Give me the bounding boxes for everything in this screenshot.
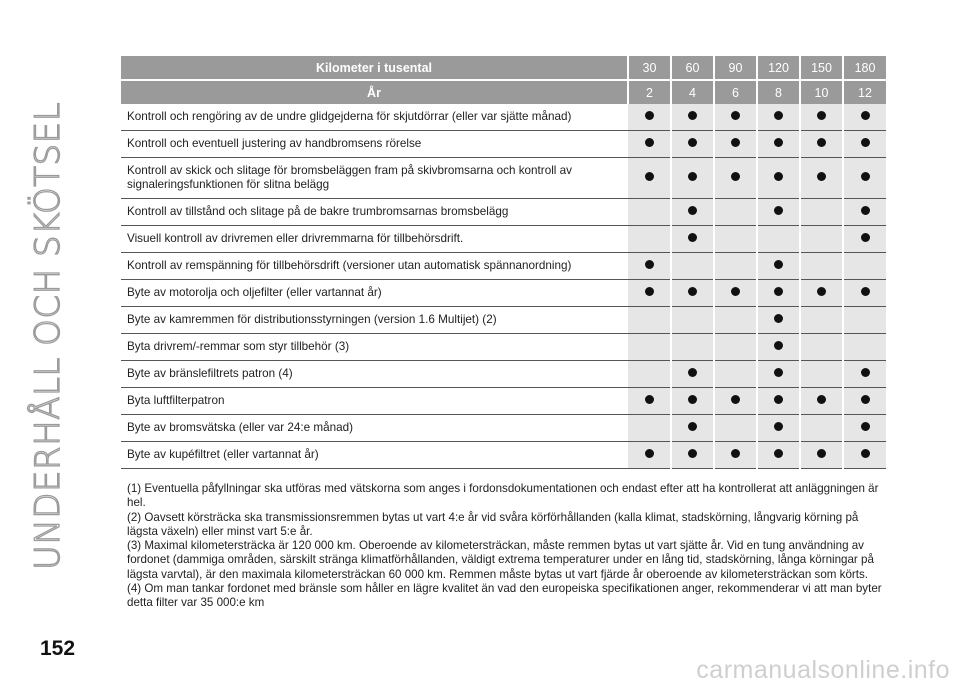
year-header-cell: 4 [671,80,714,104]
interval-cell [800,442,843,469]
scheduled-dot-icon [688,206,697,215]
interval-cell [714,253,757,280]
year-header-cell: 2 [628,80,671,104]
interval-cell [843,334,886,361]
scheduled-dot-icon [774,111,783,120]
task-description: Byta luftfilterpatron [121,388,628,415]
scheduled-dot-icon [774,395,783,404]
scheduled-dot-icon [731,287,740,296]
interval-cell [714,199,757,226]
interval-cell [671,334,714,361]
year-header-cell: 8 [757,80,800,104]
interval-cell [628,334,671,361]
schedule-body [121,104,886,469]
footnote: (2) Oavsett körsträcka ska transmissionsremmen bytas ut vart 4:e år vid svåra körförhållanden (kalla klimat, stadskörning, långvarig körning på lägsta växeln) eller minst vart 5:e år. [127,510,859,538]
interval-cell [714,442,757,469]
interval-cell [671,280,714,307]
scheduled-dot-icon [817,449,826,458]
table-row [121,442,886,469]
table-row [121,415,886,442]
interval-cell [757,199,800,226]
interval-cell [714,280,757,307]
interval-cell [628,388,671,415]
year-header-row [121,80,886,104]
table-row [121,158,886,199]
scheduled-dot-icon [861,287,870,296]
scheduled-dot-icon [861,395,870,404]
scheduled-dot-icon [774,260,783,269]
scheduled-dot-icon [817,138,826,147]
task-description: Kontroll och eventuell justering av handbromsens rörelse [121,131,628,158]
task-description: Byte av motorolja och oljefilter (eller vartannat år) [121,280,628,307]
interval-cell [757,280,800,307]
interval-cell [843,131,886,158]
km-header-cell: 90 [714,56,757,80]
table-row [121,199,886,226]
interval-cell [628,361,671,388]
scheduled-dot-icon [861,422,870,431]
scheduled-dot-icon [774,341,783,350]
scheduled-dot-icon [774,287,783,296]
scheduled-dot-icon [774,368,783,377]
scheduled-dot-icon [688,395,697,404]
maintenance-schedule-table [121,56,886,469]
scheduled-dot-icon [817,395,826,404]
scheduled-dot-icon [688,138,697,147]
interval-cell [628,226,671,253]
table-row [121,226,886,253]
task-description: Byte av bromsvätska (eller var 24:e månad) [121,415,628,442]
year-header-cell: 6 [714,80,757,104]
scheduled-dot-icon [774,172,783,181]
interval-cell [843,253,886,280]
scheduled-dot-icon [774,206,783,215]
table-row [121,131,886,158]
scheduled-dot-icon [645,449,654,458]
km-header-cell: 30 [628,56,671,80]
task-description: Byte av kamremmen för distributionsstyrningen (version 1.6 Multijet) (2) [121,307,628,334]
km-header-cell: 180 [843,56,886,80]
interval-cell [714,104,757,131]
interval-cell [671,361,714,388]
scheduled-dot-icon [774,314,783,323]
interval-cell [628,158,671,199]
interval-cell [800,253,843,280]
scheduled-dot-icon [861,206,870,215]
interval-cell [671,199,714,226]
task-description: Visuell kontroll av drivremen eller drivremmarna för tillbehörsdrift. [121,226,628,253]
scheduled-dot-icon [645,172,654,181]
interval-cell [800,361,843,388]
interval-cell [714,415,757,442]
table-row [121,280,886,307]
interval-cell [757,226,800,253]
interval-cell [800,307,843,334]
scheduled-dot-icon [774,449,783,458]
interval-cell [757,334,800,361]
interval-cell [628,280,671,307]
km-header-cell: 150 [800,56,843,80]
km-header-label: Kilometer i tusental [121,56,628,80]
interval-cell [628,442,671,469]
interval-cell [800,334,843,361]
task-description: Kontroll av remspänning för tillbehörsdrift (versioner utan automatisk spännanordning) [121,253,628,280]
interval-cell [800,199,843,226]
interval-cell [671,226,714,253]
scheduled-dot-icon [861,172,870,181]
scheduled-dot-icon [645,260,654,269]
year-header-label: År [121,80,628,104]
scheduled-dot-icon [645,111,654,120]
footnotes [127,482,887,611]
interval-cell [843,104,886,131]
scheduled-dot-icon [688,449,697,458]
scheduled-dot-icon [861,449,870,458]
scheduled-dot-icon [688,172,697,181]
km-header-cell: 60 [671,56,714,80]
scheduled-dot-icon [774,422,783,431]
interval-cell [671,415,714,442]
interval-cell [843,388,886,415]
table-row [121,104,886,131]
task-description: Byte av bränslefiltrets patron (4) [121,361,628,388]
scheduled-dot-icon [861,233,870,242]
interval-cell [800,226,843,253]
scheduled-dot-icon [688,111,697,120]
scheduled-dot-icon [861,138,870,147]
side-section-title: UNDERHÅLL OCH SKÖTSEL [28,101,68,571]
interval-cell [800,158,843,199]
interval-cell [628,131,671,158]
year-header-cell: 12 [843,80,886,104]
scheduled-dot-icon [817,172,826,181]
interval-cell [671,388,714,415]
km-header-cell: 120 [757,56,800,80]
interval-cell [757,388,800,415]
table-row [121,307,886,334]
km-header-row [121,56,886,80]
interval-cell [800,280,843,307]
year-header-cell: 10 [800,80,843,104]
task-description: Byta drivrem/-remmar som styr tillbehör (3) [121,334,628,361]
interval-cell [714,361,757,388]
scheduled-dot-icon [688,422,697,431]
scheduled-dot-icon [645,287,654,296]
interval-cell [757,361,800,388]
table-row [121,361,886,388]
interval-cell [757,253,800,280]
interval-cell [628,104,671,131]
scheduled-dot-icon [731,172,740,181]
scheduled-dot-icon [645,395,654,404]
interval-cell [800,388,843,415]
scheduled-dot-icon [861,368,870,377]
interval-cell [800,104,843,131]
footnote: (1) Eventuella påfyllningar ska utföras med vätskorna som anges i fordonsdokumentationen och endast efter att ha kontrollerat att anläggningen är hel. [127,482,879,510]
interval-cell [843,307,886,334]
interval-cell [714,158,757,199]
interval-cell [757,307,800,334]
interval-cell [800,415,843,442]
interval-cell [628,415,671,442]
task-description: Kontroll av skick och slitage för bromsbeläggen fram på skivbromsarna och kontroll av signaleringsfunktionen för slitna belägg [121,158,628,199]
scheduled-dot-icon [688,233,697,242]
scheduled-dot-icon [645,138,654,147]
table-row [121,388,886,415]
interval-cell [671,442,714,469]
interval-cell [714,226,757,253]
interval-cell [843,442,886,469]
interval-cell [671,104,714,131]
table-row [121,253,886,280]
interval-cell [843,158,886,199]
scheduled-dot-icon [731,111,740,120]
interval-cell [628,253,671,280]
interval-cell [843,361,886,388]
interval-cell [671,131,714,158]
interval-cell [757,442,800,469]
scheduled-dot-icon [817,287,826,296]
interval-cell [628,199,671,226]
interval-cell [843,226,886,253]
interval-cell [714,131,757,158]
scheduled-dot-icon [688,287,697,296]
interval-cell [757,415,800,442]
task-description: Byte av kupéfiltret (eller vartannat år) [121,442,628,469]
interval-cell [800,131,843,158]
footnote: (4) Om man tankar fordonet med bränsle som håller en lägre kvalitet än vad den europeiska specifikationen anger, rekommenderar vi att man byter detta filter var 35 000:e km [127,582,882,610]
interval-cell [757,131,800,158]
watermark: carmanualsonline.info [696,656,950,684]
scheduled-dot-icon [731,395,740,404]
interval-cell [671,158,714,199]
interval-cell [843,199,886,226]
interval-cell [714,334,757,361]
table-row [121,334,886,361]
interval-cell [757,158,800,199]
interval-cell [843,415,886,442]
scheduled-dot-icon [731,449,740,458]
scheduled-dot-icon [731,138,740,147]
interval-cell [714,307,757,334]
interval-cell [843,280,886,307]
interval-cell [671,253,714,280]
task-description: Kontroll och rengöring av de undre glidgejderna för skjutdörrar (eller var sjätte månad) [121,104,628,131]
page-number: 152 [40,637,76,660]
scheduled-dot-icon [688,368,697,377]
scheduled-dot-icon [861,111,870,120]
interval-cell [714,388,757,415]
scheduled-dot-icon [774,138,783,147]
scheduled-dot-icon [817,111,826,120]
footnote: (3) Maximal kilometersträcka är 120 000 km. Oberoende av kilometersträckan, måste remmen bytas ut vart sjätte år. Vid en tung användning av fordonet (dammiga områden, särskilt stränga klimatförhållanden, väldigt extrema temperaturer under en lång tid, stadskörning, långa körningar på lägsta varvtal), är den maximala kilometersträckan 60 000 km. Remmen måste bytas ut vart fjärde år oberoende av kilometersträckan som körts. [127,539,874,581]
task-description: Kontroll av tillstånd och slitage på de bakre trumbromsarnas bromsbelägg [121,199,628,226]
interval-cell [671,307,714,334]
interval-cell [757,104,800,131]
interval-cell [628,307,671,334]
